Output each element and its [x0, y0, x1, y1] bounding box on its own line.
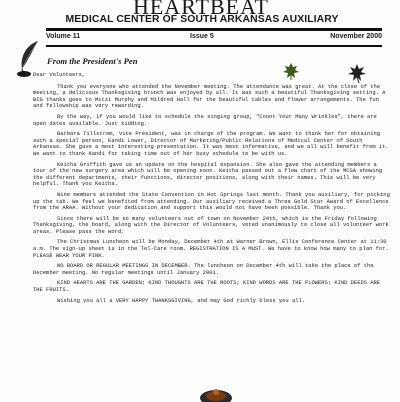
article-greeting: Dear Volunteers, [33, 71, 86, 78]
article-paragraph: Wishing you all a VERY HAPPY THANKSGIVING, and may God richly bless you all. [57, 296, 305, 304]
issue-info-row [46, 31, 382, 44]
article-paragraph: Since there will be so many volunteers out of town on November 24th, which is the Friday following Thanksgiving, the board, along with the Director of Volunteers, voted unanimously to close all volunteer work areas. Please pass the word. [33, 214, 389, 235]
article-title: From the President's Pen [47, 56, 138, 66]
article-paragraph: By the way, if you would like to schedule the singing group, "Count Your Many Wrinkles", there are open dates available. Just kidding. [33, 112, 377, 127]
header-rule-bottom [46, 45, 382, 47]
article-body [33, 72, 391, 308]
article-paragraph: NO BOARD OR REGULAR MEETINGS IN DECEMBER. The luncheon on December 4th will take the place of the December meeting. No regular meetings until January 2001. [33, 262, 374, 276]
date-label: November 2000 [330, 33, 382, 40]
article-paragraph: Thank you everyone who attended the November meeting. The attendance was great. At the close of the meeting, a delicious Thanksgiving brunch was enjoyed by all. It was such a beautiful Thanksgiving setting. A BIG thanks goes to Mitzi Murphy and Mildred Hall for the beautiful tables and flower arrangements. The fun and fellowship was very rewarding. [33, 82, 386, 110]
masthead-title: HEARTBEAT [132, 0, 269, 18]
article-paragraph: The Christmas Luncheon will be Monday, December 4th at Warner Brown, Ellis Conference Center at 11:30 a.m. The sign-up sheet is in the Tel-Care room. REGISTRATION IS A MUST. We have to know how many to plan for. PLEASE WEAR YOUR PINK. [33, 238, 389, 259]
newsletter-subtitle: MEDICAL CENTER OF SOUTH ARKANSAS AUXILIARY [65, 14, 339, 25]
volume-label: Volume 11 [46, 33, 81, 40]
turkey-icon [196, 384, 236, 402]
issue-label: Issue 5 [190, 33, 214, 40]
article-paragraph: Nine members attended the State Convention in Hot Springs last month. Thank you auxiliary, for picking up the tab. We feel we benefited from attending. Our auxiliary received a Three Gold Star Award of Excellence from the ARAA. Without your dedication and support this would not have been possible. Thank you. [33, 190, 390, 212]
article-paragraph: Barbara Tillstrom, Vice President, was in charge of the program. We want to thank her for obtaining such a special person, Kandi Lower, Director of Marketing/Public Relations of Medical Center of South Arkansas. She gave a most interesting presentation. It was most informative, and we all will benefit from it. We want to thank Kandi for taking time out of her busy schedule to be with us. [33, 130, 389, 157]
article-paragraph: KIND HEARTS ARE THE GARDEN; KIND THOUGHTS ARE THE ROOTS; KIND WORDS ARE THE FLOWERS; KIND DEEDS ARE THE FRUITS. [33, 279, 381, 294]
article-paragraph: Keitha Griffith gave us an update on the hospital expansion. She also gave the attending members a tour of the new surgery area which will be opening soon. Keitha passed out a flow chart of the MCSA showing the different departments, their functions, director positions, along with their names. This will be very helpful. Thank you Keitha. [33, 160, 383, 188]
